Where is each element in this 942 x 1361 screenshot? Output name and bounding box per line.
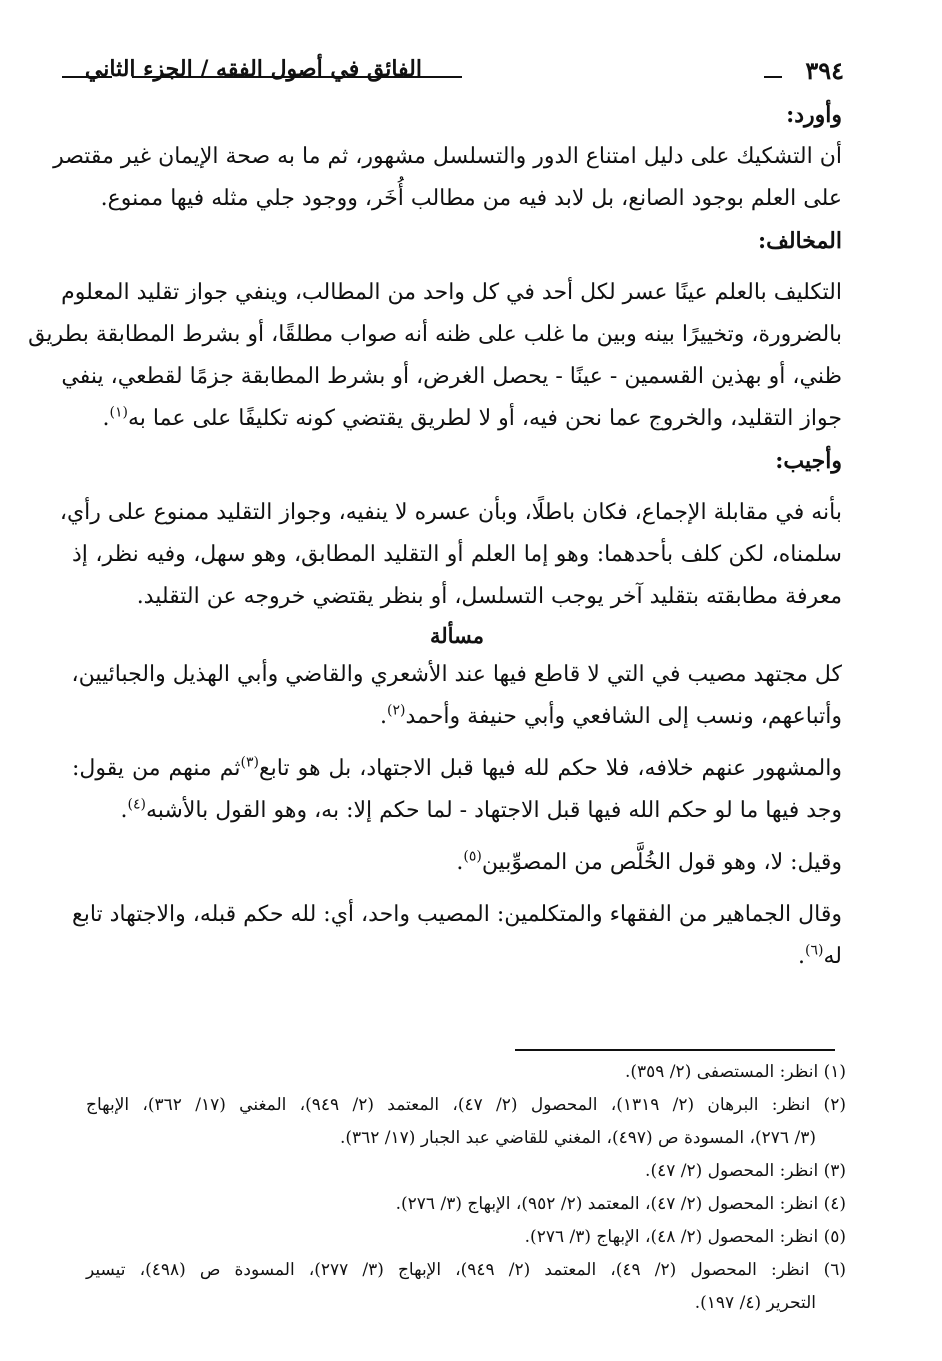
running-title: الفائق في أصول الفقه / الجزء الثاني [84,56,422,82]
footnote-ref[interactable]: (٤) [127,796,146,813]
text-line: ظني، أو بهذين القسمين - عينًا - يحصل الغرض، أو بشرط المطابقة جزمًا لقطعي، ينفي [61,364,842,389]
page-number: ٣٩٤ [805,56,844,85]
footnote-ref[interactable]: (٢) [387,702,406,719]
text-line: كل مجتهد مصيب في التي لا قاطع فيها عند الأشعري والقاضي وأبي الهذيل والجبائيين، [71,662,842,687]
section-heading-mukhalif: المخالف: [757,228,842,254]
footnote-ref[interactable]: (٦) [805,942,824,959]
header-rule [764,76,782,78]
text-span: جواز التقليد، والخروج عما نحن فيه، أو لا لطريق يقتضي كونه تكليفًا على عما به [128,406,842,431]
main-text [28,94,842,978]
footnote: (١) انظر: المستصفى (٢/ ٣٥٩). [624,1062,846,1082]
text-line: له$^{(٦)}$. [798,942,842,969]
text-line: وقال الجماهير من الفقهاء والمتكلمين: المصيب واحد، أي: لله حكم قبله، والاجتهاد تابع [71,902,842,927]
footnote-continuation: التحرير (٤/ ١٩٧). [694,1293,816,1313]
text-line: والمشهور عنهم خلافه، فلا حكم لله فيها قبل الاجتهاد، بل هو تابع$^{(٣)}$ثم منهم من يقول: [72,754,842,781]
text-line: التكليف بالعلم عينًا عسر لكل أحد في كل واحد من المطالب، وينفي جواز تقليد المعلوم [61,280,842,305]
text-line: سلمناه، لكن كلف بأحدهما: وهو إما العلم أو التقليد المطابق، وهو سهل، وفيه نظر، إذ [72,542,842,567]
text-line: وقيل: لا، وهو قول الخُلَّص من المصوِّبين$^{(٥)}$. [456,848,842,875]
paragraph-heading: وأورد: [786,102,842,128]
section-title-masala: مسألة [429,623,485,648]
text-line: جواز التقليد، والخروج عما نحن فيه، أو لا لطريق يقتضي كونه تكليفًا على عما به$^{(١)}$. [102,404,842,431]
text-line: بأنه في مقابلة الإجماع، فكان باطلًا، وبأن عسره لا ينفيه، وجواز التقليد ممنوع على رأي، [59,500,842,525]
footnote-continuation: (٣/ ٢٧٦)، المسودة ص (٤٩٧)، المغني للقاضي عبد الجبار (١٧/ ٣٦٢). [339,1128,816,1148]
running-header [62,52,844,92]
text-line: وجد فيها ما لو حكم الله فيها قبل الاجتهاد - لما حكم إلا: به، وهو القول بالأشبه$^{(٤)}$. [120,796,842,823]
footnote: (٤) انظر: المحصول (٢/ ٤٧)، المعتمد (٢/ ٩٥٢)، الإبهاج (٣/ ٢٧٦). [395,1194,846,1214]
footnote: (٢) انظر: البرهان (٢/ ١٣١٩)، المحصول (٢/ ٤٧)، المعتمد (٢/ ٩٤٩)، المغني (١٧/ ٣٦٢)، الإبهاج [86,1095,846,1115]
text-line: أن التشكيك على دليل امتناع الدور والتسلسل مشهور، ثم ما به صحة الإيمان غير مقتصر [53,144,842,169]
footnote-ref[interactable]: (٣) [240,754,259,771]
footnote-ref[interactable]: (٥) [463,848,482,865]
footnote-ref[interactable]: (١) [109,404,129,421]
footnotes [86,1056,846,1320]
footnote: (٥) انظر: المحصول (٢/ ٤٨)، الإبهاج (٣/ ٢٧٦). [524,1227,846,1247]
text-line: معرفة مطابقته بتقليد آخر يوجب التسلسل، أو بنظر يقتضي خروجه عن التقليد. [136,584,842,609]
footnote: (٣) انظر: المحصول (٢/ ٤٧). [645,1161,846,1181]
footnote: (٦) انظر: المحصول (٢/ ٤٩)، المعتمد (٢/ ٩٤٩)، الإبهاج (٣/ ٢٧٧)، المسودة ص (٤٩٨)، تيسير [86,1260,846,1280]
text-line: وأتباعهم، ونسب إلى الشافعي وأبي حنيفة وأحمد$^{(٢)}$. [380,702,842,729]
text-line: على العلم بوجود الصانع، بل لابد فيه من مطالب أُخَر، ووجود جلي مثله فيها ممنوع. [100,186,842,211]
footnote-separator [515,1049,835,1051]
text-line: بالضرورة، وتخييرًا بينه وبين ما غلب على ظنه أنه صواب مطلقًا، أو بشرط المطابقة بطريق [28,322,842,347]
header-rule [62,76,112,78]
section-heading-ujib: وأجيب: [775,448,842,474]
